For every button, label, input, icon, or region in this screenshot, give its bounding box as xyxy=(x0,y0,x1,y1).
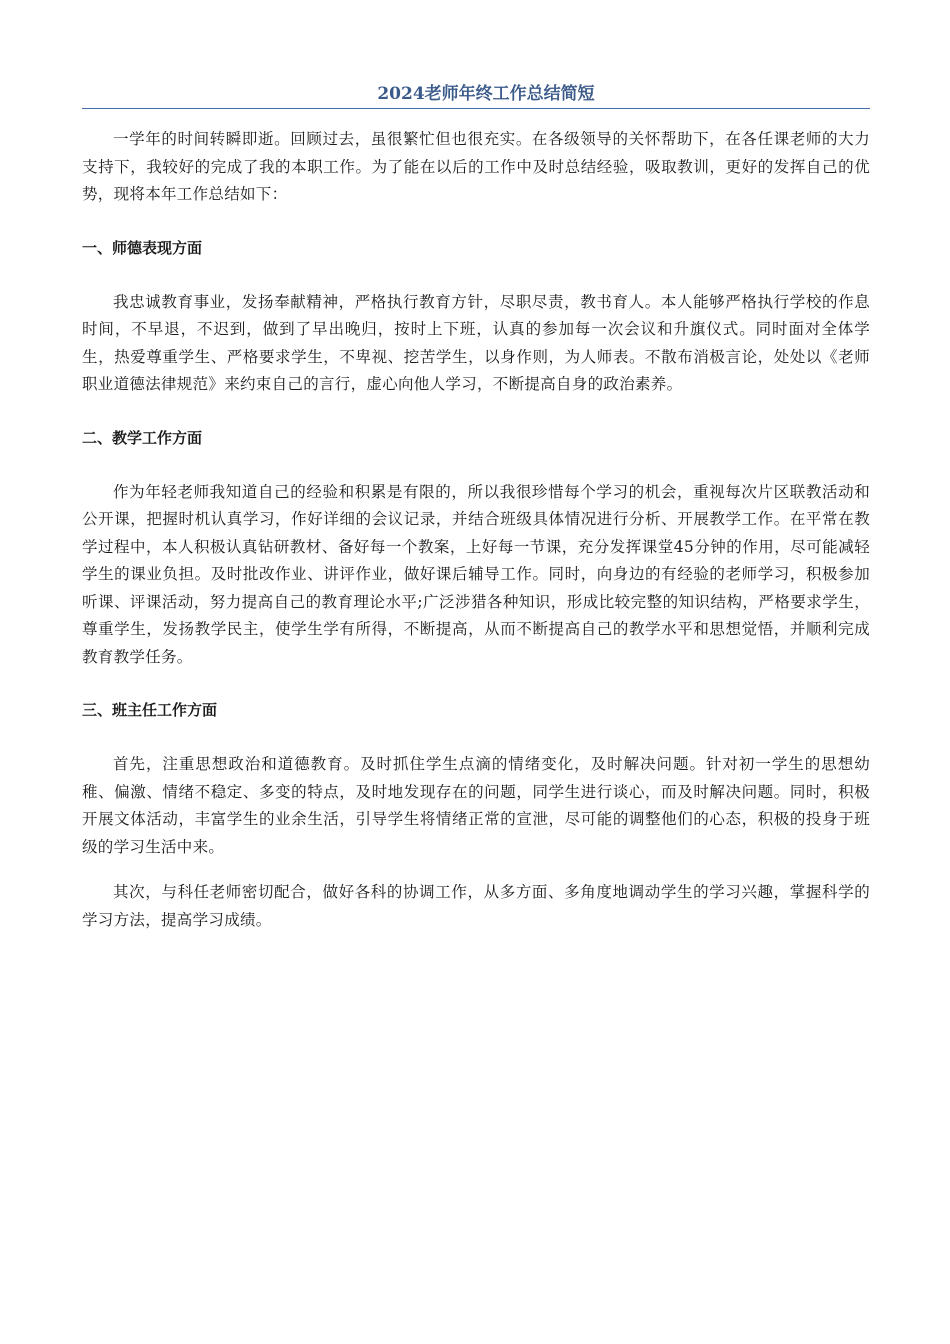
section-teaching-paragraph: 作为年轻老师我知道自己的经验和积累是有限的，所以我很珍惜每个学习的机会，重视每次片区联教活动和公开课，把握时机认真学习，作好详细的会议记录，并结合班级具体情况进行分析、开展教学工作。在平常在教学过程中，本人积极认真钻研教材、备好每一个教案，上好每一节课，充分发挥课堂45分钟的作用，尽可能减轻学生的课业负担。及时批改作业、讲评作业，做好课后辅导工作。同时，向身边的有经验的老师学习，积极参加听课、评课活动，努力提高自己的教育理论水平;广泛涉猎各种知识，形成比较完整的知识结构，严格要求学生，尊重学生，发扬教学民主，使学生学有所得，不断提高，从而不断提高自己的教学水平和思想觉悟，并顺利完成教育教学任务。 xyxy=(82,482,870,666)
section-heading-class-teacher: 三、班主任工作方面 xyxy=(82,701,218,719)
section-heading-ethics: 一、师德表现方面 xyxy=(82,238,203,257)
section-class-teacher-paragraph-1: 首先，注重思想政治和道德教育。及时抓住学生点滴的情绪变化，及时解决问题。针对初一学生的思想幼稚、偏激、情绪不稳定、多变的特点，及时地发现存在的问题，同学生进行谈心，而及时解决问题。同时，积极开展文体活动，丰富学生的业余生活，引导学生将情绪正常的宣泄，尽可能的调整他们的心态，积极的投身于班级的学习生活中来。 xyxy=(82,755,870,856)
section-heading-teaching: 二、教学工作方面 xyxy=(82,428,203,447)
intro-paragraph: 一学年的时间转瞬即逝。回顾过去，虽很繁忙但也很充实。在各级领导的关怀帮助下，在各任课老师的大力支持下，我较好的完成了我的本职工作。为了能在以后的工作中及时总结经验，吸取教训，更好的发挥自己的优势，现将本年工作总结如下： xyxy=(82,130,870,203)
document-title: 2024老师年终工作总结简短 xyxy=(377,84,595,104)
section-ethics-paragraph: 我忠诚教育事业，发扬奉献精神，严格执行教育方针，尽职尽责，教书育人。本人能够严格执行学校的作息时间，不早退，不迟到，做到了早出晚归，按时上下班，认真的参加每一次会议和升旗仪式。同时面对全体学生，热爱尊重学生、严格要求学生，不卑视、挖苦学生，以身作则，为人师表。不散布消极言论，处处以《老师职业道德法律规范》来约束自己的言行，虚心向他人学习，不断提高自身的政治素养。 xyxy=(82,292,870,393)
title-underline xyxy=(82,108,870,109)
section-class-teacher-paragraph-2: 其次，与科任老师密切配合，做好各科的协调工作，从多方面、多角度地调动学生的学习兴趣，掌握科学的学习方法，提高学习成绩。 xyxy=(82,883,870,929)
document-page xyxy=(82,80,870,934)
